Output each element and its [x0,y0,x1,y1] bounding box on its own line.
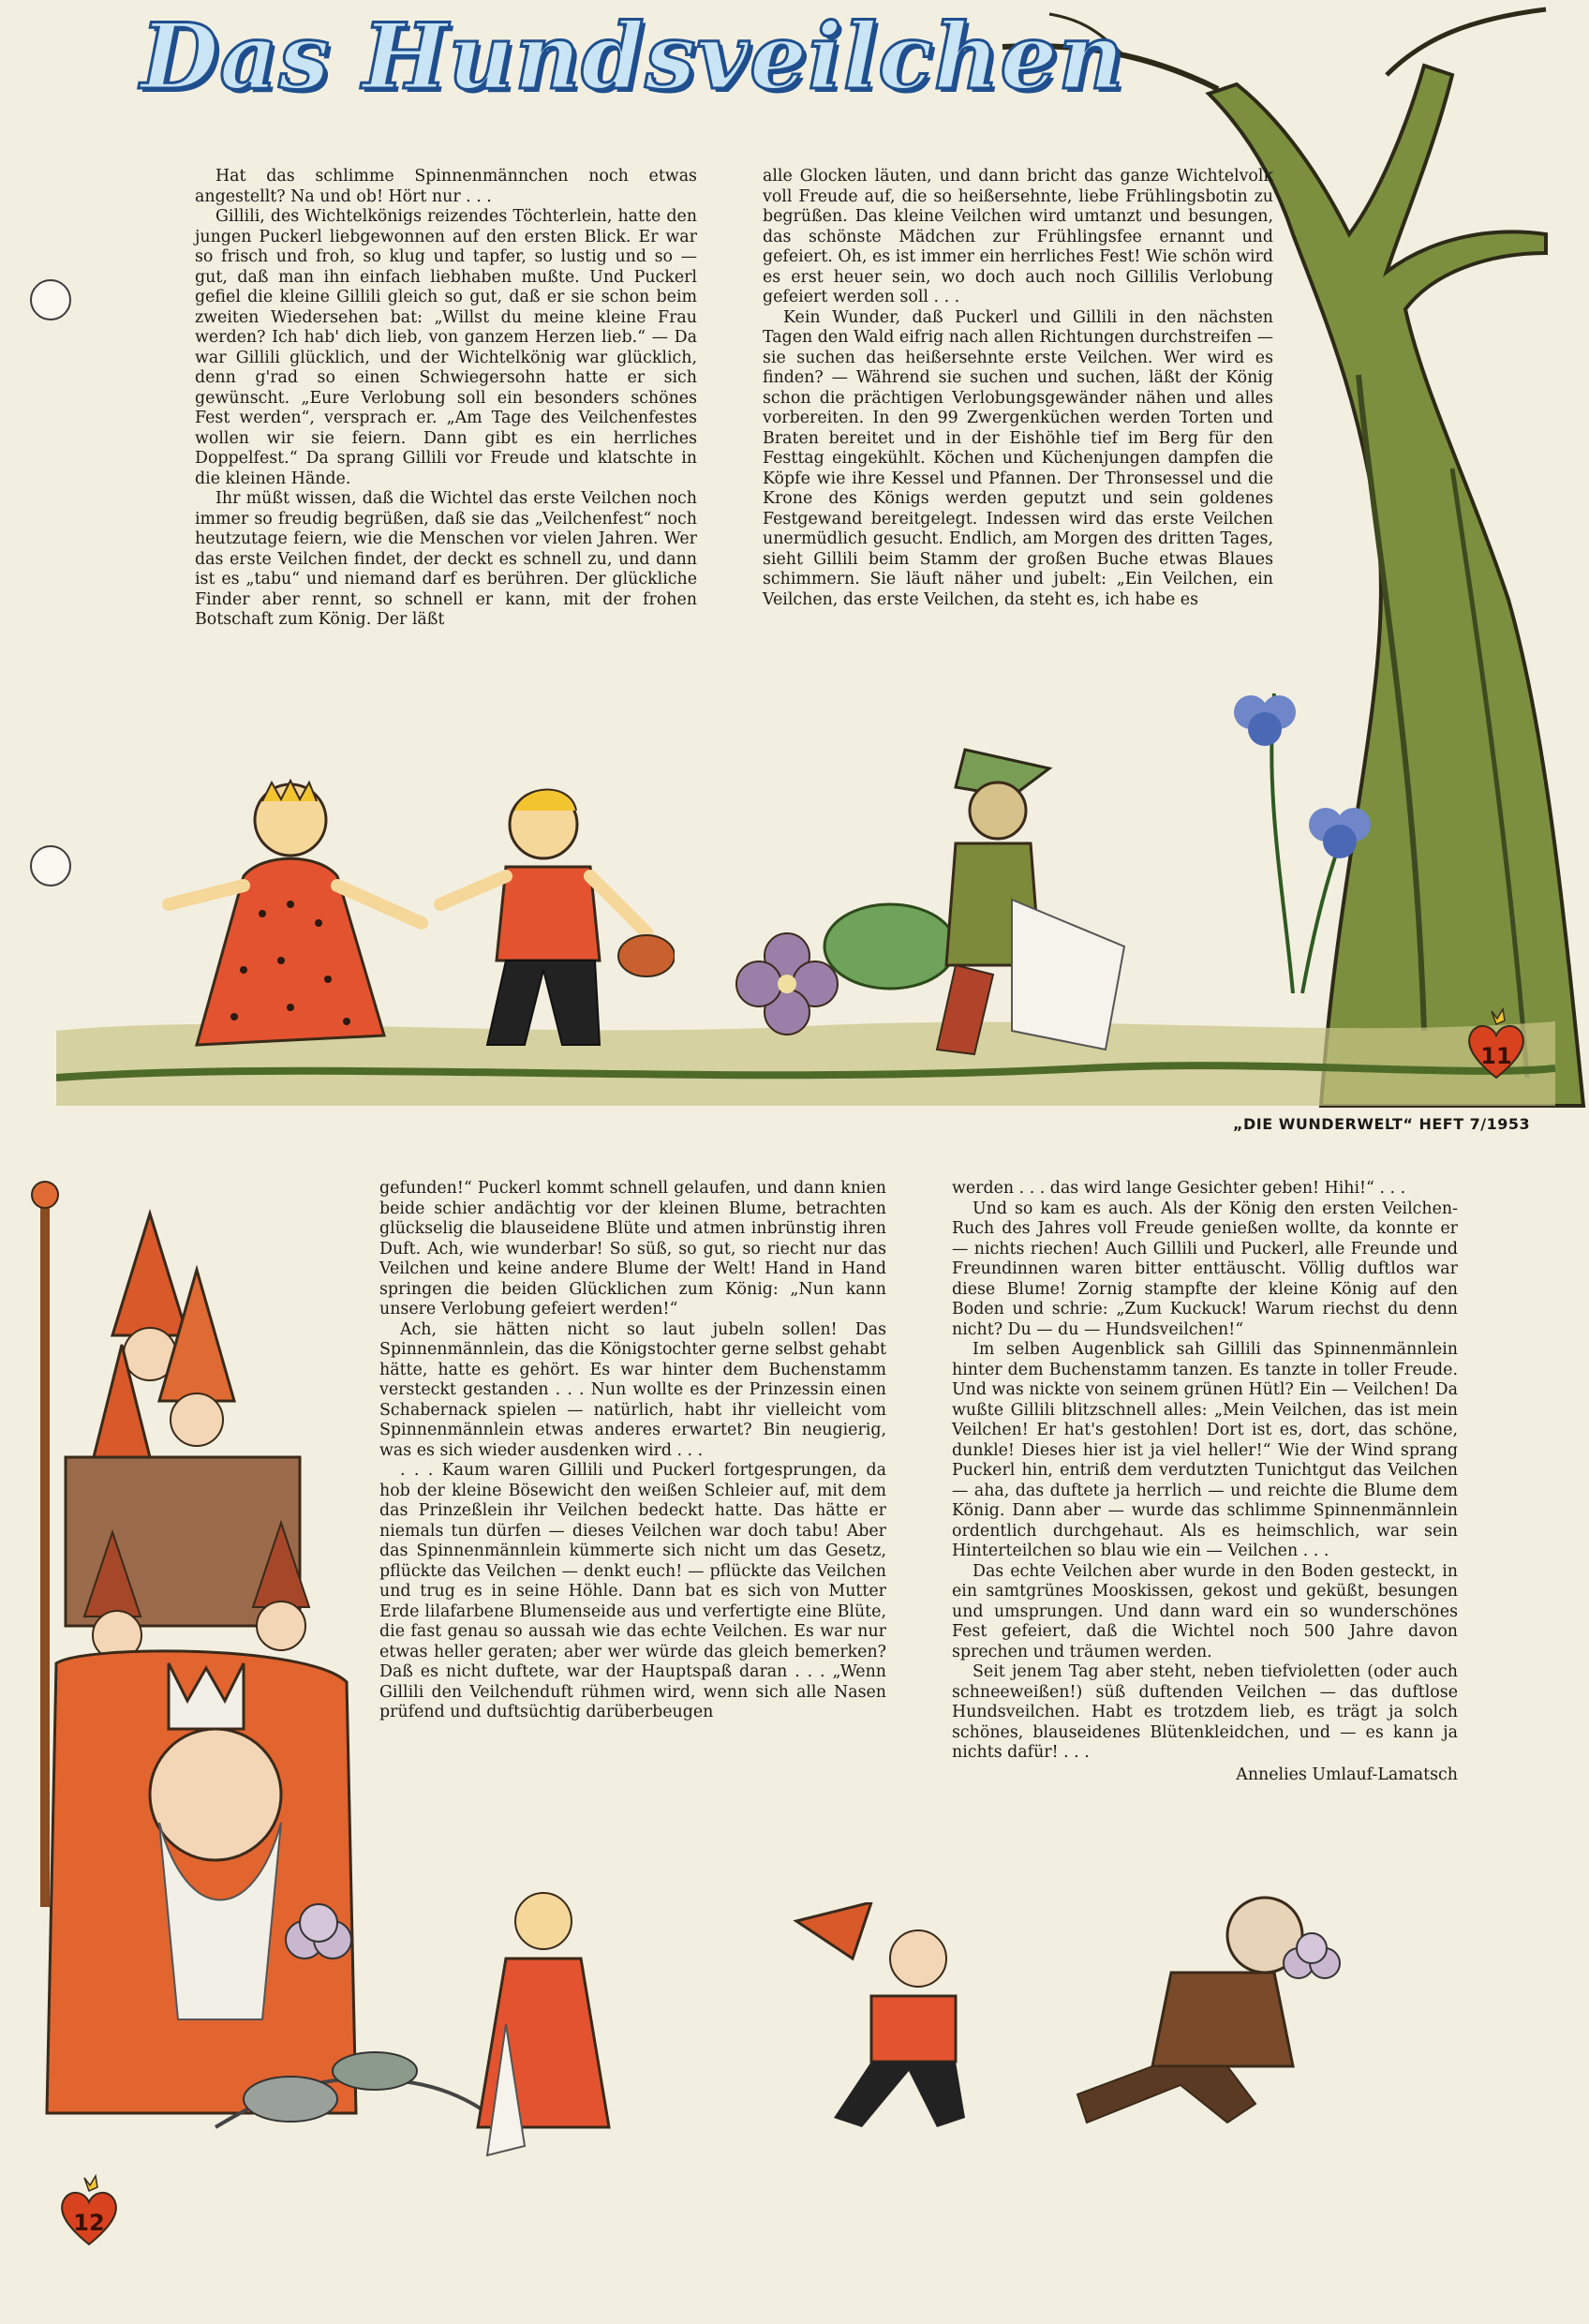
paragraph: Und so kam es auch. Als der König den ersten Veilchen-Ruch des Jahres voll Freude genießen wollte, da konnte er — nichts riechen! Auch Gillili und Puckerl, alle Freunde und Freundinnen waren bitter enttäuscht. Völlig duftlos war diese Blume! Zornig stampfte der kleine König auf den Boden und schrie: „Zum Kuckuck! Warum riechst du denn nicht? Du — du — Hundsveilchen!“ [952,1199,1458,1339]
paragraph: Ihr müßt wissen, daß die Wichtel das erste Veilchen noch immer so freudig begrüßen, daß sie das „Veilchenfest“ noch heutzutage feiern, wie die Menschen vor vielen Jahren. Wer das erste Veilchen findet, der deckt es schnell zu, und dann ist es „tabu“ und niemand darf es berühren. Der glückliche Finder aber rennt, so schnell er kann, mit der frohen Botschaft zum König. Der läßt [195,489,697,629]
text-column-top-left [195,167,697,631]
paragraph: . . . Kaum waren Gillili und Puckerl fortgesprungen, da hob der kleine Bösewicht den weißen Schleier auf, mit dem das Prinzeßlein ihr Veilchen bedeckt hatte. Das hätte er niemals tun dürfen — dieses Veilchen war doch tabu! Aber das Spinnenmännlein kümmerte sich nicht um das Gesetz, pflückte das Veilchen — denkt euch! — pflückte das Veilchen und trug es in seine Höhle. Dann bat es sich von Mutter Erde lilafarbene Blumenseide aus und verfertigte eine Blüte, die fast genau so aussah wie das echte Veilchen. Es war nur etwas heller geraten; aber wer würde das gleich bemerken? Daß es nicht duftete, war der Hauptspaß daran . . . „Wenn Gillili den Veilchenduft rühmen wird, wenn sich alle Nasen prüfend und duftsüchtig darüberbeugen [379,1461,886,1721]
page-title: Das Hundsveilchen [141,4,1125,110]
paragraph: Kein Wunder, daß Puckerl und Gillili in den nächsten Tagen den Wald eifrig nach allen Richtungen durchstreifen — sie suchen das heißersehnte erste Veilchen. Wer wird es finden? — Während sie suchen und suchen, läßt der König schon die prächtigen Verlobungsgewänder nähen und alles vorbereiten. In den 99 Zwergenküchen werden Torten und Braten bereitet und in der Eishöhle tief im Berg für den Festtag eingekühlt. Köchen und Küchenjungen dampfen die Köpfe wie ihre Kessel und Pfannen. Der Thronsessel und die Krone des Königs werden geputzt und sein goldenes Festgewand bereitgelegt. Indessen wird das erste Veilchen unermüdlich gesucht. Endlich, am Morgen des dritten Tages, sieht Gillili beim Stamm der großen Buche etwas Blaues schimmern. Sie läuft näher und jubelt: „Ein Veilchen, ein Veilchen, das erste Veilchen, da steht es, ich habe es [763,307,1273,609]
gillili-figure [150,764,431,1078]
paragraph: alle Glocken läuten, und dann bricht das ganze Wichtelvolk voll Freude auf, die so heißersehnte, liebe Frühlingsbotin zu begrüßen. Das kleine Veilchen wird umtanzt und besungen, das schönste Mädchen zur Frühlingsfee ernannt und gefeiert. Oh, es ist immer ein herrliches Fest! Wie schön wird es erst heuer sein, wo doch auch noch Gillilis Verlobung gefeiert werden soll . . . [763,167,1273,306]
binder-hole-lower [30,845,71,886]
text-column-bottom-right [952,1179,1458,1785]
text-column-bottom-middle [379,1179,886,1723]
spider-man-figure [731,731,1143,1087]
text-column-top-right [763,167,1273,610]
paragraph: Das echte Veilchen aber wurde in den Boden gesteckt, in ein samtgrünes Mooskissen, gekost und geküßt, besungen und umsprungen. Und dann ward ein so wunderschönes Fest gefeiert, daß die Wichtel noch 500 Jahre davon sprechen und träumen werden. [952,1561,1458,1661]
puckerl-figure [431,773,675,1078]
blue-violets [1209,656,1377,993]
binder-hole-upper [30,279,71,320]
fleeing-spider-man-figure [1040,1870,1349,2137]
paragraph: Gillili, des Wichtelkönigs reizendes Töchterlein, hatte den jungen Puckerl liebgewonnen auf den ersten Blick. Er war so frisch und froh, so klug und tapfer, so lustig und so — gut, daß man ihn einfach liebhaben mußte. Und Puckerl gefiel die kleine Gillili gleich so gut, daß er sie schon beim zweiten Wiedersehen bat: „Willst du meine kleine Frau werden? Ich hab' dich lieb, von ganzem Herzen lieb.“ — Da war Gillili glücklich, und der Wichtelkönig war glücklich, denn g'rad so einen Schwiegersohn hatte er sich gewünscht. „Eure Verlobung soll ein besonders schönes Fest werden“, versprach er. „Am Tage des Veilchenfestes wollen wir sie feiern. Dann gibt es ein herrliches Doppelfest.“ Da sprang Gillili vor Freude und klatschte in die kleinen Hände. [195,207,697,488]
running-puckerl-figure [768,1902,993,2137]
page-number-top: 11 [1480,1043,1512,1069]
paragraph: Im selben Augenblick sah Gillili das Spinnenmännlein hinter dem Buchenstamm tanzen. Es tanzte in toller Freude. Und was nickte von seinem grünen Hütl? Ein — Veilchen! Da wußte Gillili blitzschnell alles: „Mein Veilchen, das ist mein Veilchen! Er hat's gestohlen! Dort ist es, dort, das schöne, dunkle! Dieses hier ist ja viel heller!“ Wie der Wind sprang Puckerl hin, entriß dem verdutzten Tunichtgut das Veilchen — aha, das duftete ja herrlich — und reichte die Blume dem König. Dann aber — wurde das schlimme Spinnenmännlein ordentlich durchgehaut. Als es heimschlich, war sein Hinterteilchen so blau wie ein — Veilchen . . . [952,1340,1458,1560]
paragraph: Hat das schlimme Spinnenmännchen noch etwas angestellt? Na und ob! Hört nur . . . [195,167,697,206]
magazine-credit: „DIE WUNDERWELT“ HEFT 7/1953 [1233,1115,1531,1133]
author-signature: Annelies Umlauf-Lamatsch [1236,1765,1458,1784]
kneeling-gillili-figure [206,1884,646,2165]
paragraph: werden . . . das wird lange Gesichter geben! Hihi!“ . . . [952,1179,1406,1198]
paragraph: gefunden!“ Puckerl kommt schnell gelaufen, und dann knien beide schier andächtig vor der kleinen Blume, betrachten glückselig die blauseidene Blüte und atmen inbrünstig ihren Duft. Ach, wie wunderbar! So süß, so gut, so riecht nur das Veilchen und keine andere Blume der Welt! Hand in Hand springen die beiden Glücklichen zum König: „Nun kann unsere Verlobung gefeiert werden!“ [379,1179,886,1318]
paragraph: Ach, sie hätten nicht so laut jubeln sollen! Das Spinnenmännlein, das die Königstochter gerne selbst gehabt hätte, hatte es gehört. Es war hinter dem Buchenstamm versteckt gestanden . . . Nun wollte es der Prinzessin einen Schabernack spielen — natürlich, habt ihr vielleicht vom Spinnenmännlein etwas anderes erwartet? Bin neugierig, was es sich wieder ausdenken wird . . . [379,1319,886,1460]
paragraph: Seit jenem Tag aber steht, neben tiefvioletten (oder auch schneeweißen!) süß duftenden Veilchen — das duftlose Hundsveilchen. Habt es trotzdem lieb, es trägt ja solch schönes, blauseidenes Blütenkleidchen, und — es kann ja nichts dafür! . . . [952,1662,1458,1762]
page-number-bottom: 12 [73,2210,105,2236]
